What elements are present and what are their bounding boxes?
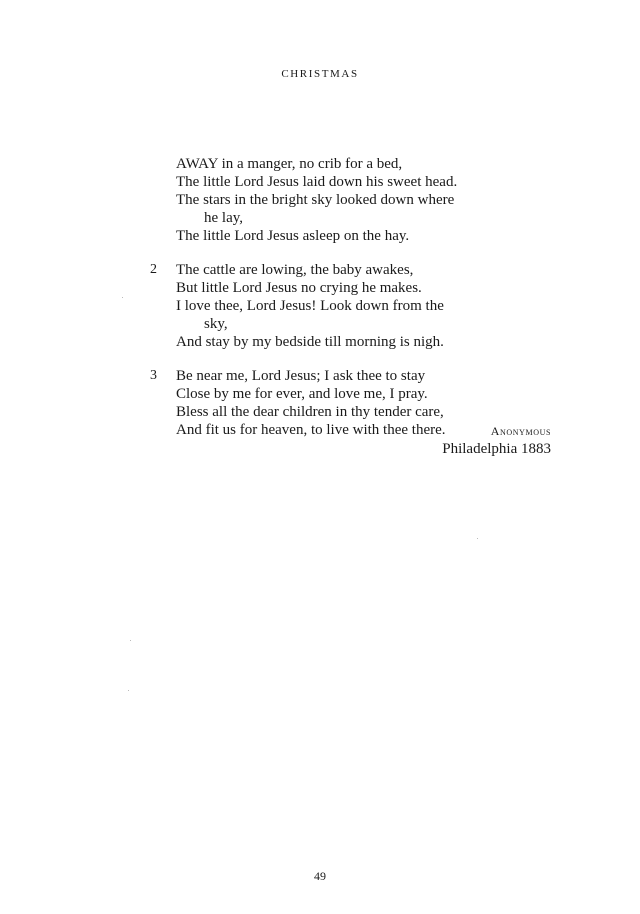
scan-speck (130, 640, 131, 641)
verse-line: But little Lord Jesus no crying he makes. (176, 280, 422, 296)
verse-number: 3 (150, 368, 157, 383)
verse-line: And stay by my bedside till morning is nigh. (176, 334, 444, 350)
verse-line: Bless all the dear children in thy tender care, (176, 404, 444, 420)
verse-number: 2 (150, 262, 157, 277)
verse-line: AWAY in a manger, no crib for a bed, (176, 156, 403, 172)
scan-speck (122, 297, 123, 298)
verse-line: And fit us for heaven, to live with thee there. (176, 422, 446, 438)
verse-line: Close by me for ever, and love me, I pray. (176, 386, 428, 402)
verse-line: The little Lord Jesus asleep on the hay. (176, 228, 410, 244)
attribution-author: Anonymous (490, 424, 551, 438)
section-title: CHRISTMAS (281, 68, 359, 80)
verse-line: The stars in the bright sky looked down where (176, 192, 455, 208)
hymn-text (150, 155, 560, 455)
attribution-source: Philadelphia 1883 (442, 441, 551, 457)
attribution (442, 422, 551, 459)
page-number (0, 869, 640, 884)
page-number-text: 49 (314, 869, 326, 883)
verse-line: The cattle are lowing, the baby awakes, (176, 262, 414, 278)
verse-line-continuation: sky, (204, 316, 228, 332)
page-header (0, 68, 640, 80)
verse-1 (150, 155, 560, 245)
verse-line: Be near me, Lord Jesus; I ask thee to stay (176, 368, 426, 384)
scan-speck (128, 690, 129, 691)
scan-speck (477, 538, 478, 539)
verse-2 (150, 261, 560, 351)
verse-line: The little Lord Jesus laid down his sweet head. (176, 174, 458, 190)
verse-line-continuation: he lay, (204, 210, 244, 226)
verse-line: I love thee, Lord Jesus! Look down from the (176, 298, 444, 314)
